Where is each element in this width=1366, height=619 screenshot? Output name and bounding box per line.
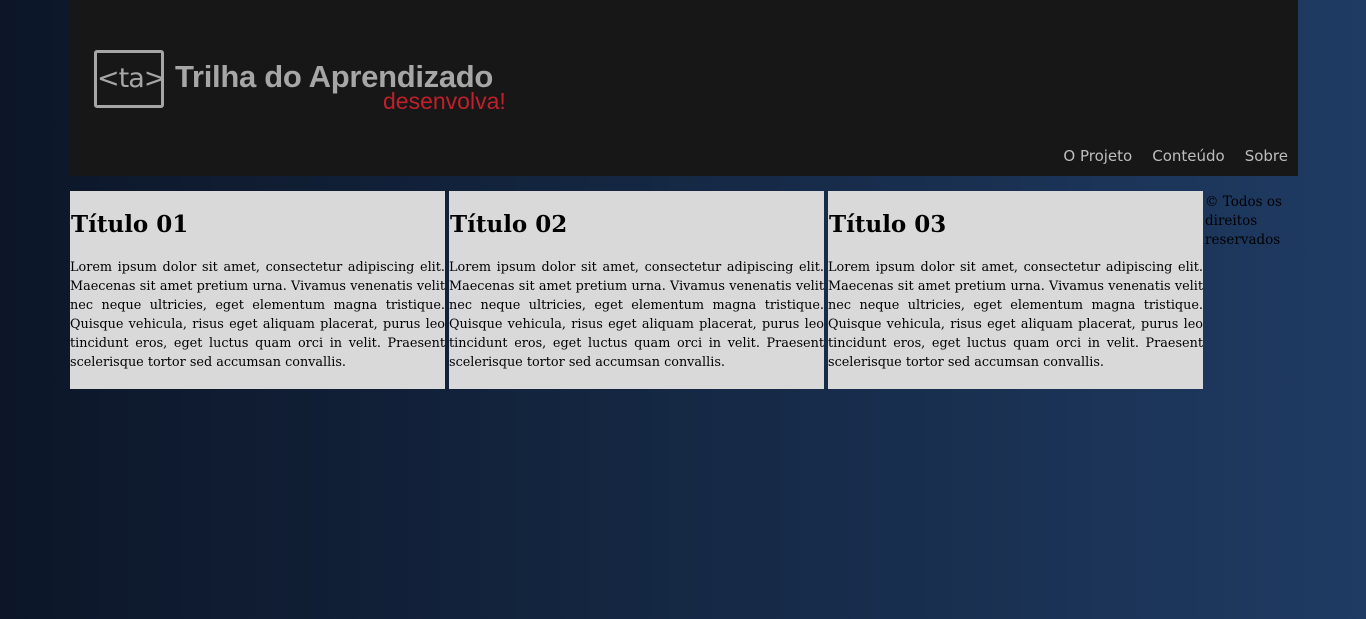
- content-card-3: [828, 191, 1203, 389]
- nav-link-o-projeto[interactable]: O Projeto: [1063, 147, 1133, 165]
- content-card-2: [449, 191, 824, 389]
- logo-tagline: desenvolva!: [383, 88, 506, 114]
- nav-link-conteudo[interactable]: Conteúdo: [1152, 147, 1225, 165]
- content-card-1: [70, 191, 445, 389]
- card-text: Lorem ipsum dolor sit amet, consectetur adipiscing elit. Maecenas sit amet pretium urna. Vivamus venenatis velit nec neque ultricies, eget elementum magna tristique. Quisque vehicula, risus eget aliquam placerat, purus leo tincidunt eros, eget luctus quam orci in velit. Praesent scelerisque tortor sed accumsan convallis.: [70, 260, 445, 370]
- card-title: Título 03: [829, 211, 947, 238]
- main-nav: [1063, 146, 1288, 166]
- card-title: Título 01: [71, 211, 189, 238]
- card-title: Título 02: [450, 211, 568, 238]
- card-text: Lorem ipsum dolor sit amet, consectetur adipiscing elit. Maecenas sit amet pretium urna. Vivamus venenatis velit nec neque ultricies, eget elementum magna tristique. Quisque vehicula, risus eget aliquam placerat, purus leo tincidunt eros, eget luctus quam orci in velit. Praesent scelerisque tortor sed accumsan convallis.: [828, 260, 1203, 370]
- footer-copyright: © Todos os direitos reservados: [1205, 194, 1282, 248]
- content-cards: [70, 191, 1203, 389]
- logo-mark: <ta>: [94, 50, 164, 108]
- card-text: Lorem ipsum dolor sit amet, consectetur adipiscing elit. Maecenas sit amet pretium urna. Vivamus venenatis velit nec neque ultricies, eget elementum magna tristique. Quisque vehicula, risus eget aliquam placerat, purus leo tincidunt eros, eget luctus quam orci in velit. Praesent scelerisque tortor sed accumsan convallis.: [449, 260, 824, 370]
- nav-link-sobre[interactable]: Sobre: [1244, 147, 1288, 165]
- site-header: [69, 0, 1298, 176]
- site-logo[interactable]: [94, 50, 534, 114]
- logo-title: Trilha do Aprendizado: [175, 59, 494, 94]
